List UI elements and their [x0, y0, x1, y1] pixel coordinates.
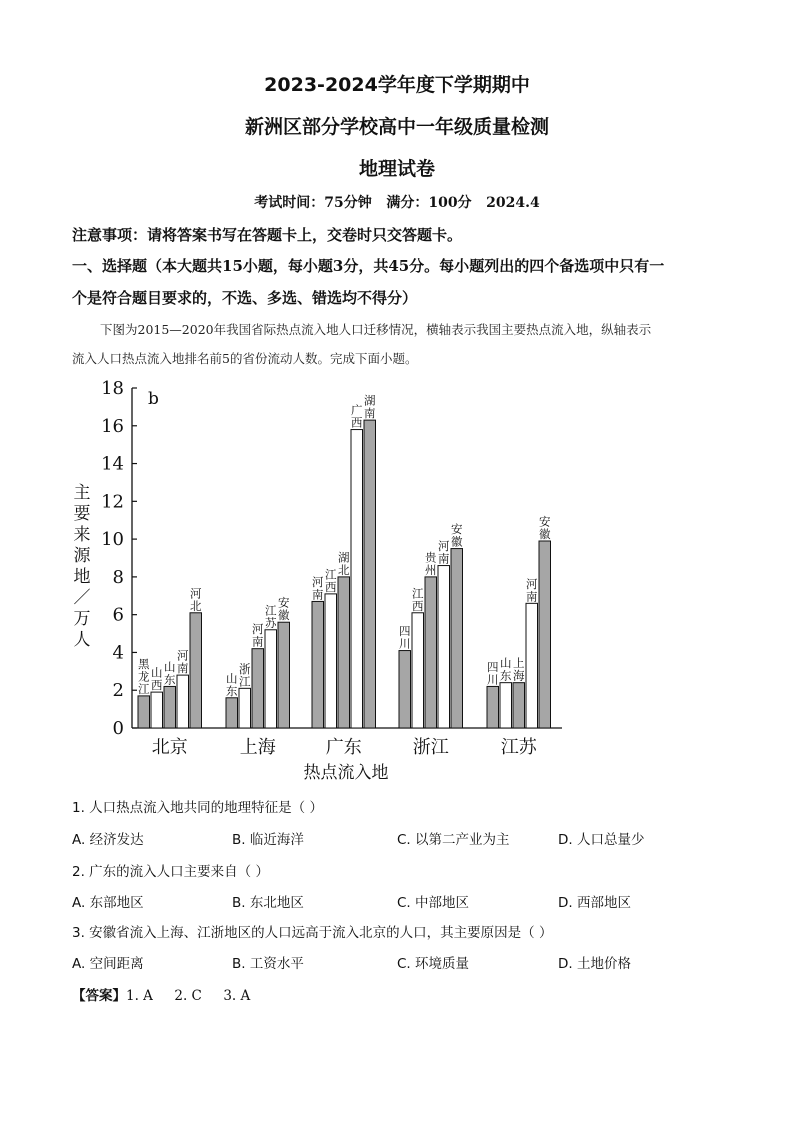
bar	[412, 613, 424, 728]
bar-label-char: 江	[265, 603, 277, 618]
y-axis-label-char: 人	[73, 630, 91, 650]
x-axis-label: 热点流入地	[303, 763, 389, 783]
bar-label-char: 川	[399, 636, 411, 651]
bar-label-char: 山	[151, 665, 163, 680]
question-3-stem: 3. 安徽省流入上海、江浙地区的人口远高于流入北京的人口，其主要原因是（ ）	[72, 925, 553, 941]
bar-label-char: 西	[151, 678, 163, 693]
y-axis-label-char: 来	[73, 525, 91, 545]
bar-label-char: 西	[351, 415, 363, 430]
group-label: 北京	[151, 737, 188, 758]
y-axis-label-char: ／	[73, 588, 91, 608]
y-axis-label-char: 要	[73, 504, 91, 524]
bar-label-char: 四	[487, 659, 499, 674]
exam-info: 考试时间：75分钟 满分：100分 2024.4	[254, 195, 540, 211]
bar	[252, 649, 264, 728]
bar	[451, 549, 463, 728]
q3-option-a: A. 空间距离	[72, 956, 144, 972]
bar	[325, 594, 337, 728]
bar-label-char: 南	[312, 587, 324, 602]
group-label: 江苏	[500, 737, 537, 758]
q2-option-a: A. 东部地区	[72, 895, 144, 911]
answer-label: 【答案】	[72, 988, 126, 1004]
exam-title-line1: 2023-2024学年度下学期期中	[264, 74, 530, 96]
bar-label-char: 南	[252, 634, 264, 649]
bar-label-char: 黑	[138, 656, 150, 671]
bar-label-char: 贵	[425, 550, 437, 565]
bar	[151, 692, 163, 728]
q1-option-c: C. 以第二产业为主	[397, 832, 510, 848]
bar	[513, 683, 525, 728]
bar-label-char: 河	[252, 622, 264, 637]
y-tick-label: 6	[112, 604, 124, 626]
group-label: 浙江	[412, 737, 449, 758]
bar	[487, 686, 499, 728]
y-tick-label: 18	[101, 378, 124, 399]
y-tick-label: 4	[112, 642, 124, 664]
bar-label-char: 东	[164, 672, 176, 687]
q2-option-d: D. 西部地区	[558, 895, 631, 911]
y-axis-label	[74, 483, 92, 650]
bar-label-char: 河	[526, 576, 538, 591]
bar	[438, 566, 450, 728]
bar-label-char: 徽	[278, 608, 290, 623]
bar-label-char: 江	[325, 567, 337, 582]
bar	[539, 541, 551, 728]
q1-option-d: D. 人口总量少	[558, 832, 645, 848]
bar	[526, 603, 538, 728]
bar	[190, 613, 202, 728]
y-axis-label-char: 主	[73, 483, 91, 503]
q3-option-c: C. 环境质量	[397, 956, 470, 972]
bar-label-char: 河	[312, 574, 324, 589]
q2-option-c: C. 中部地区	[397, 895, 470, 911]
bar-label-char: 龙	[138, 669, 150, 684]
bar-label-char: 江	[412, 586, 424, 601]
bar	[425, 577, 437, 728]
bar-label-char: 州	[425, 562, 437, 577]
bar-label-char: 河	[438, 539, 450, 554]
section-heading-line2: 个是符合题目要求的，不选、多选、错选均不得分）	[72, 289, 418, 307]
y-axis-label-char: 地	[73, 567, 91, 587]
group-labels	[152, 737, 538, 758]
q3-option-d: D. 土地价格	[558, 956, 631, 972]
bar-label-char: 安	[278, 595, 290, 610]
bar	[364, 420, 376, 728]
y-tick-label: 10	[101, 529, 124, 551]
bar-label-char: 西	[412, 598, 424, 613]
bar	[226, 698, 238, 728]
bar	[177, 675, 189, 728]
y-tick-label: 0	[112, 718, 124, 739]
bar-label-char: 浙	[239, 661, 251, 676]
bar-label-char: 苏	[265, 615, 277, 630]
bar-label-char: 安	[539, 514, 551, 529]
bar-label-char: 山	[164, 659, 176, 674]
bar-label-char: 江	[239, 674, 251, 689]
bar-label-char: 川	[487, 672, 499, 687]
bar-label-char: 南	[177, 661, 189, 676]
bar-label-char: 北	[190, 598, 202, 613]
q2-option-b: B. 东北地区	[232, 895, 304, 911]
bar-label-char: 徽	[539, 527, 551, 541]
bar-label-char: 湖	[364, 393, 376, 408]
bar-label-char: 山	[500, 656, 512, 671]
bar-label-char: 四	[399, 624, 411, 639]
exam-title-line2: 新洲区部分学校高中一年级质量检测	[244, 116, 549, 138]
panel-label: b	[148, 389, 159, 409]
bar	[138, 696, 150, 728]
bar-label-char: 北	[338, 562, 350, 577]
bar-label-char: 东	[226, 683, 238, 698]
bar-label-char: 东	[500, 668, 512, 683]
question-1-stem: 1. 人口热点流入地共同的地理特征是（ ）	[72, 800, 323, 816]
answer-line	[72, 984, 250, 1004]
intro-line2: 流入人口热点流入地排名前5的省份流动人数。完成下面小题。	[72, 351, 418, 366]
bar-label-char: 南	[438, 551, 450, 566]
bar	[278, 622, 290, 728]
migration-bar-chart	[60, 372, 580, 792]
bar-label-char: 河	[190, 586, 202, 601]
y-axis-label-char: 万	[73, 609, 91, 629]
section-heading-line1: 一、选择题（本大题共15小题，每小题3分，共45分。每小题列出的四个备选项中只有一	[72, 257, 665, 275]
bar-label-char: 徽	[451, 534, 463, 549]
bar	[312, 601, 324, 728]
bar-label-char: 山	[226, 671, 238, 686]
y-tick-label: 16	[101, 415, 124, 437]
bar-label-char: 西	[325, 579, 337, 594]
bar-label-char: 安	[451, 522, 463, 537]
bar	[239, 688, 251, 728]
bar	[500, 683, 512, 728]
bar	[399, 651, 411, 728]
bar	[351, 430, 363, 728]
notice: 注意事项：请将答案书写在答题卡上，交卷时只交答题卡。	[72, 226, 463, 244]
bar-label-char: 广	[351, 403, 363, 418]
y-tick-label: 12	[101, 491, 124, 513]
q1-option-b: B. 临近海洋	[232, 832, 304, 848]
question-2-stem: 2. 广东的流入人口主要来自（ ）	[72, 864, 269, 880]
group-label: 广东	[325, 737, 362, 758]
y-axis-label-char: 源	[73, 546, 91, 566]
y-tick-labels	[101, 378, 124, 739]
bar-label-char: 南	[364, 406, 376, 421]
bar-label-char: 河	[177, 648, 189, 663]
bar-label-char: 湖	[338, 550, 350, 565]
y-tick-label: 14	[101, 453, 124, 475]
bar-label-char: 江	[138, 681, 150, 696]
y-tick-label: 2	[112, 680, 124, 702]
bar-label-char: 海	[513, 668, 525, 683]
y-tick-label: 8	[112, 566, 124, 588]
exam-title-line3: 地理试卷	[358, 158, 435, 180]
bar	[338, 577, 350, 728]
bar	[265, 630, 277, 728]
group-label: 上海	[239, 737, 276, 758]
q3-option-b: B. 工资水平	[232, 956, 304, 972]
q1-option-a: A. 经济发达	[72, 832, 144, 848]
bar-label-char: 南	[526, 589, 538, 604]
intro-line1: 下图为2015—2020年我国省际热点流入地人口迁移情况，横轴表示我国主要热点流入地，纵轴表示	[100, 322, 652, 337]
answer-text: 1. A 2. C 3. A	[126, 988, 251, 1004]
bar-label-char: 上	[513, 656, 525, 671]
bar	[164, 686, 176, 728]
